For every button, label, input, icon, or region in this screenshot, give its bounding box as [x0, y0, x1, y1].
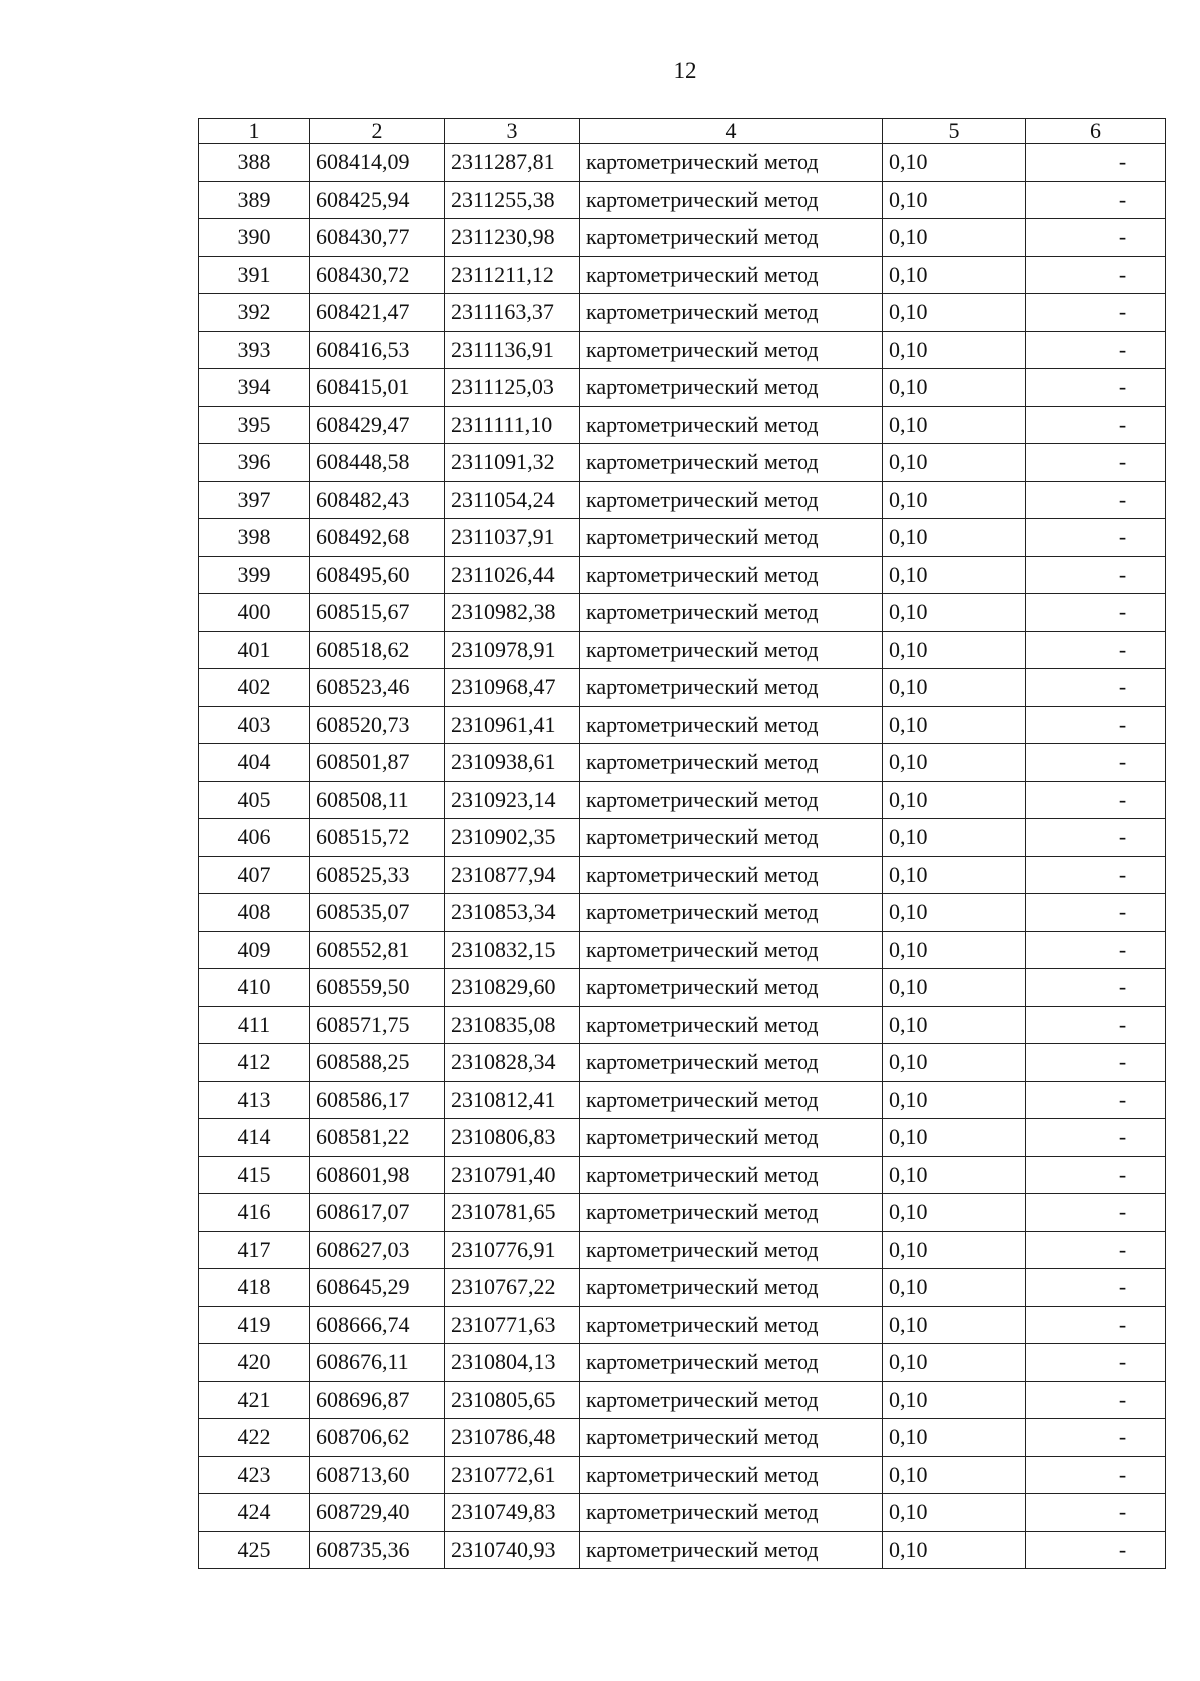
x-coordinate-cell: 608495,60 [310, 556, 445, 594]
table-row [199, 181, 1166, 219]
method-cell: картометрический метод [580, 1194, 883, 1232]
point-number-cell: 394 [199, 369, 310, 407]
accuracy-cell: 0,10 [883, 519, 1026, 557]
table-row [199, 856, 1166, 894]
point-number-cell: 412 [199, 1044, 310, 1082]
table-row [199, 1194, 1166, 1232]
y-coordinate-cell: 2310749,83 [445, 1494, 580, 1532]
accuracy-cell: 0,10 [883, 781, 1026, 819]
x-coordinate-cell: 608735,36 [310, 1531, 445, 1569]
y-coordinate-cell: 2311037,91 [445, 519, 580, 557]
point-number-cell: 415 [199, 1156, 310, 1194]
column-header-3: 3 [445, 119, 580, 144]
x-coordinate-cell: 608559,50 [310, 969, 445, 1007]
y-coordinate-cell: 2311125,03 [445, 369, 580, 407]
note-cell: - [1026, 781, 1166, 819]
table-row [199, 219, 1166, 257]
accuracy-cell: 0,10 [883, 219, 1026, 257]
method-cell: картометрический метод [580, 744, 883, 782]
method-cell: картометрический метод [580, 1044, 883, 1082]
note-cell: - [1026, 1494, 1166, 1532]
table-row [199, 444, 1166, 482]
table-row [199, 144, 1166, 182]
table-row [199, 1531, 1166, 1569]
note-cell: - [1026, 706, 1166, 744]
note-cell: - [1026, 331, 1166, 369]
note-cell: - [1026, 669, 1166, 707]
method-cell: картометрический метод [580, 219, 883, 257]
table-row [199, 1119, 1166, 1157]
note-cell: - [1026, 1081, 1166, 1119]
note-cell: - [1026, 481, 1166, 519]
y-coordinate-cell: 2311111,10 [445, 406, 580, 444]
y-coordinate-cell: 2310829,60 [445, 969, 580, 1007]
point-number-cell: 389 [199, 181, 310, 219]
x-coordinate-cell: 608696,87 [310, 1381, 445, 1419]
y-coordinate-cell: 2310877,94 [445, 856, 580, 894]
y-coordinate-cell: 2310771,63 [445, 1306, 580, 1344]
note-cell: - [1026, 1381, 1166, 1419]
column-header-2: 2 [310, 119, 445, 144]
accuracy-cell: 0,10 [883, 594, 1026, 632]
table-row [199, 406, 1166, 444]
accuracy-cell: 0,10 [883, 1044, 1026, 1082]
method-cell: картометрический метод [580, 706, 883, 744]
note-cell: - [1026, 369, 1166, 407]
note-cell: - [1026, 1006, 1166, 1044]
y-coordinate-cell: 2310902,35 [445, 819, 580, 857]
method-cell: картометрический метод [580, 819, 883, 857]
x-coordinate-cell: 608588,25 [310, 1044, 445, 1082]
x-coordinate-cell: 608421,47 [310, 294, 445, 332]
note-cell: - [1026, 744, 1166, 782]
note-cell: - [1026, 1044, 1166, 1082]
note-cell: - [1026, 1306, 1166, 1344]
y-coordinate-cell: 2310786,48 [445, 1419, 580, 1457]
accuracy-cell: 0,10 [883, 1081, 1026, 1119]
method-cell: картометрический метод [580, 519, 883, 557]
note-cell: - [1026, 1419, 1166, 1457]
table-row [199, 819, 1166, 857]
accuracy-cell: 0,10 [883, 369, 1026, 407]
x-coordinate-cell: 608515,67 [310, 594, 445, 632]
note-cell: - [1026, 594, 1166, 632]
y-coordinate-cell: 2311255,38 [445, 181, 580, 219]
y-coordinate-cell: 2310938,61 [445, 744, 580, 782]
method-cell: картометрический метод [580, 331, 883, 369]
accuracy-cell: 0,10 [883, 969, 1026, 1007]
accuracy-cell: 0,10 [883, 331, 1026, 369]
point-number-cell: 409 [199, 931, 310, 969]
accuracy-cell: 0,10 [883, 1194, 1026, 1232]
method-cell: картометрический метод [580, 294, 883, 332]
y-coordinate-cell: 2310767,22 [445, 1269, 580, 1307]
note-cell: - [1026, 631, 1166, 669]
y-coordinate-cell: 2310781,65 [445, 1194, 580, 1232]
method-cell: картометрический метод [580, 1419, 883, 1457]
method-cell: картометрический метод [580, 1156, 883, 1194]
method-cell: картометрический метод [580, 1306, 883, 1344]
table-row [199, 1494, 1166, 1532]
y-coordinate-cell: 2311163,37 [445, 294, 580, 332]
y-coordinate-cell: 2311091,32 [445, 444, 580, 482]
column-header-6: 6 [1026, 119, 1166, 144]
table-row [199, 1456, 1166, 1494]
accuracy-cell: 0,10 [883, 1306, 1026, 1344]
table-row [199, 1344, 1166, 1382]
point-number-cell: 401 [199, 631, 310, 669]
point-number-cell: 388 [199, 144, 310, 182]
accuracy-cell: 0,10 [883, 1156, 1026, 1194]
y-coordinate-cell: 2310772,61 [445, 1456, 580, 1494]
x-coordinate-cell: 608729,40 [310, 1494, 445, 1532]
table-row [199, 1156, 1166, 1194]
note-cell: - [1026, 969, 1166, 1007]
x-coordinate-cell: 608571,75 [310, 1006, 445, 1044]
point-number-cell: 422 [199, 1419, 310, 1457]
point-number-cell: 425 [199, 1531, 310, 1569]
note-cell: - [1026, 1156, 1166, 1194]
point-number-cell: 411 [199, 1006, 310, 1044]
table-row [199, 931, 1166, 969]
y-coordinate-cell: 2311054,24 [445, 481, 580, 519]
table-row [199, 669, 1166, 707]
table-row [199, 1269, 1166, 1307]
method-cell: картометрический метод [580, 369, 883, 407]
method-cell: картометрический метод [580, 481, 883, 519]
method-cell: картометрический метод [580, 894, 883, 932]
note-cell: - [1026, 931, 1166, 969]
accuracy-cell: 0,10 [883, 256, 1026, 294]
method-cell: картометрический метод [580, 1531, 883, 1569]
table-row [199, 781, 1166, 819]
y-coordinate-cell: 2310853,34 [445, 894, 580, 932]
table-row [199, 631, 1166, 669]
method-cell: картометрический метод [580, 1456, 883, 1494]
page-number: 12 [673, 58, 697, 83]
method-cell: картометрический метод [580, 181, 883, 219]
table-row [199, 256, 1166, 294]
table-row [199, 369, 1166, 407]
point-number-cell: 421 [199, 1381, 310, 1419]
x-coordinate-cell: 608515,72 [310, 819, 445, 857]
note-cell: - [1026, 1119, 1166, 1157]
x-coordinate-cell: 608416,53 [310, 331, 445, 369]
y-coordinate-cell: 2310812,41 [445, 1081, 580, 1119]
note-cell: - [1026, 556, 1166, 594]
x-coordinate-cell: 608627,03 [310, 1231, 445, 1269]
coordinates-table [198, 118, 1166, 1569]
method-cell: картометрический метод [580, 631, 883, 669]
y-coordinate-cell: 2310982,38 [445, 594, 580, 632]
y-coordinate-cell: 2310740,93 [445, 1531, 580, 1569]
point-number-cell: 413 [199, 1081, 310, 1119]
method-cell: картометрический метод [580, 1081, 883, 1119]
point-number-cell: 408 [199, 894, 310, 932]
note-cell: - [1026, 1531, 1166, 1569]
method-cell: картометрический метод [580, 931, 883, 969]
table-row [199, 556, 1166, 594]
x-coordinate-cell: 608581,22 [310, 1119, 445, 1157]
note-cell: - [1026, 294, 1166, 332]
y-coordinate-cell: 2310804,13 [445, 1344, 580, 1382]
table-row [199, 481, 1166, 519]
accuracy-cell: 0,10 [883, 931, 1026, 969]
note-cell: - [1026, 144, 1166, 182]
table-header-row [199, 119, 1166, 144]
table-row [199, 894, 1166, 932]
y-coordinate-cell: 2311230,98 [445, 219, 580, 257]
accuracy-cell: 0,10 [883, 856, 1026, 894]
table-row [199, 331, 1166, 369]
x-coordinate-cell: 608430,72 [310, 256, 445, 294]
table-row [199, 594, 1166, 632]
x-coordinate-cell: 608552,81 [310, 931, 445, 969]
accuracy-cell: 0,10 [883, 1119, 1026, 1157]
accuracy-cell: 0,10 [883, 1456, 1026, 1494]
method-cell: картометрический метод [580, 256, 883, 294]
y-coordinate-cell: 2311287,81 [445, 144, 580, 182]
point-number-cell: 390 [199, 219, 310, 257]
accuracy-cell: 0,10 [883, 1006, 1026, 1044]
x-coordinate-cell: 608430,77 [310, 219, 445, 257]
y-coordinate-cell: 2310978,91 [445, 631, 580, 669]
table-row [199, 1044, 1166, 1082]
table-row [199, 1381, 1166, 1419]
accuracy-cell: 0,10 [883, 631, 1026, 669]
y-coordinate-cell: 2310968,47 [445, 669, 580, 707]
x-coordinate-cell: 608415,01 [310, 369, 445, 407]
x-coordinate-cell: 608482,43 [310, 481, 445, 519]
x-coordinate-cell: 608414,09 [310, 144, 445, 182]
accuracy-cell: 0,10 [883, 406, 1026, 444]
point-number-cell: 416 [199, 1194, 310, 1232]
y-coordinate-cell: 2310835,08 [445, 1006, 580, 1044]
note-cell: - [1026, 894, 1166, 932]
point-number-cell: 410 [199, 969, 310, 1007]
y-coordinate-cell: 2310806,83 [445, 1119, 580, 1157]
x-coordinate-cell: 608535,07 [310, 894, 445, 932]
table-body [199, 144, 1166, 1569]
accuracy-cell: 0,10 [883, 556, 1026, 594]
accuracy-cell: 0,10 [883, 1231, 1026, 1269]
y-coordinate-cell: 2311136,91 [445, 331, 580, 369]
table-row [199, 1006, 1166, 1044]
method-cell: картометрический метод [580, 1119, 883, 1157]
table-row [199, 744, 1166, 782]
y-coordinate-cell: 2310791,40 [445, 1156, 580, 1194]
accuracy-cell: 0,10 [883, 894, 1026, 932]
point-number-cell: 406 [199, 819, 310, 857]
column-header-1: 1 [199, 119, 310, 144]
x-coordinate-cell: 608645,29 [310, 1269, 445, 1307]
x-coordinate-cell: 608508,11 [310, 781, 445, 819]
y-coordinate-cell: 2310923,14 [445, 781, 580, 819]
x-coordinate-cell: 608666,74 [310, 1306, 445, 1344]
point-number-cell: 423 [199, 1456, 310, 1494]
method-cell: картометрический метод [580, 969, 883, 1007]
accuracy-cell: 0,10 [883, 669, 1026, 707]
accuracy-cell: 0,10 [883, 706, 1026, 744]
y-coordinate-cell: 2310776,91 [445, 1231, 580, 1269]
accuracy-cell: 0,10 [883, 819, 1026, 857]
method-cell: картометрический метод [580, 669, 883, 707]
method-cell: картометрический метод [580, 856, 883, 894]
x-coordinate-cell: 608429,47 [310, 406, 445, 444]
note-cell: - [1026, 219, 1166, 257]
point-number-cell: 405 [199, 781, 310, 819]
accuracy-cell: 0,10 [883, 1381, 1026, 1419]
note-cell: - [1026, 1344, 1166, 1382]
note-cell: - [1026, 1231, 1166, 1269]
point-number-cell: 391 [199, 256, 310, 294]
x-coordinate-cell: 608425,94 [310, 181, 445, 219]
point-number-cell: 418 [199, 1269, 310, 1307]
point-number-cell: 402 [199, 669, 310, 707]
x-coordinate-cell: 608586,17 [310, 1081, 445, 1119]
x-coordinate-cell: 608518,62 [310, 631, 445, 669]
accuracy-cell: 0,10 [883, 1269, 1026, 1307]
accuracy-cell: 0,10 [883, 744, 1026, 782]
accuracy-cell: 0,10 [883, 444, 1026, 482]
note-cell: - [1026, 1194, 1166, 1232]
note-cell: - [1026, 181, 1166, 219]
table-row [199, 1231, 1166, 1269]
column-header-4: 4 [580, 119, 883, 144]
note-cell: - [1026, 1456, 1166, 1494]
x-coordinate-cell: 608706,62 [310, 1419, 445, 1457]
method-cell: картометрический метод [580, 1344, 883, 1382]
table-row [199, 1306, 1166, 1344]
y-coordinate-cell: 2310832,15 [445, 931, 580, 969]
point-number-cell: 396 [199, 444, 310, 482]
x-coordinate-cell: 608523,46 [310, 669, 445, 707]
table-row [199, 706, 1166, 744]
x-coordinate-cell: 608713,60 [310, 1456, 445, 1494]
note-cell: - [1026, 519, 1166, 557]
note-cell: - [1026, 1269, 1166, 1307]
method-cell: картометрический метод [580, 556, 883, 594]
accuracy-cell: 0,10 [883, 181, 1026, 219]
y-coordinate-cell: 2310961,41 [445, 706, 580, 744]
method-cell: картометрический метод [580, 444, 883, 482]
point-number-cell: 414 [199, 1119, 310, 1157]
accuracy-cell: 0,10 [883, 481, 1026, 519]
x-coordinate-cell: 608492,68 [310, 519, 445, 557]
note-cell: - [1026, 406, 1166, 444]
y-coordinate-cell: 2311026,44 [445, 556, 580, 594]
method-cell: картометрический метод [580, 1381, 883, 1419]
point-number-cell: 420 [199, 1344, 310, 1382]
x-coordinate-cell: 608676,11 [310, 1344, 445, 1382]
y-coordinate-cell: 2310805,65 [445, 1381, 580, 1419]
point-number-cell: 399 [199, 556, 310, 594]
method-cell: картометрический метод [580, 1494, 883, 1532]
note-cell: - [1026, 256, 1166, 294]
method-cell: картометрический метод [580, 781, 883, 819]
method-cell: картометрический метод [580, 1269, 883, 1307]
point-number-cell: 395 [199, 406, 310, 444]
point-number-cell: 407 [199, 856, 310, 894]
method-cell: картометрический метод [580, 144, 883, 182]
method-cell: картометрический метод [580, 594, 883, 632]
method-cell: картометрический метод [580, 1231, 883, 1269]
method-cell: картометрический метод [580, 1006, 883, 1044]
accuracy-cell: 0,10 [883, 1419, 1026, 1457]
x-coordinate-cell: 608501,87 [310, 744, 445, 782]
table-row [199, 1419, 1166, 1457]
point-number-cell: 424 [199, 1494, 310, 1532]
note-cell: - [1026, 444, 1166, 482]
point-number-cell: 404 [199, 744, 310, 782]
accuracy-cell: 0,10 [883, 144, 1026, 182]
method-cell: картометрический метод [580, 406, 883, 444]
table-row [199, 1081, 1166, 1119]
point-number-cell: 400 [199, 594, 310, 632]
point-number-cell: 419 [199, 1306, 310, 1344]
point-number-cell: 398 [199, 519, 310, 557]
x-coordinate-cell: 608617,07 [310, 1194, 445, 1232]
point-number-cell: 393 [199, 331, 310, 369]
point-number-cell: 392 [199, 294, 310, 332]
table-row [199, 294, 1166, 332]
x-coordinate-cell: 608520,73 [310, 706, 445, 744]
accuracy-cell: 0,10 [883, 294, 1026, 332]
y-coordinate-cell: 2311211,12 [445, 256, 580, 294]
accuracy-cell: 0,10 [883, 1344, 1026, 1382]
note-cell: - [1026, 856, 1166, 894]
note-cell: - [1026, 819, 1166, 857]
point-number-cell: 417 [199, 1231, 310, 1269]
x-coordinate-cell: 608525,33 [310, 856, 445, 894]
point-number-cell: 403 [199, 706, 310, 744]
point-number-cell: 397 [199, 481, 310, 519]
column-header-5: 5 [883, 119, 1026, 144]
accuracy-cell: 0,10 [883, 1494, 1026, 1532]
y-coordinate-cell: 2310828,34 [445, 1044, 580, 1082]
table-row [199, 519, 1166, 557]
accuracy-cell: 0,10 [883, 1531, 1026, 1569]
table-row [199, 969, 1166, 1007]
x-coordinate-cell: 608448,58 [310, 444, 445, 482]
x-coordinate-cell: 608601,98 [310, 1156, 445, 1194]
